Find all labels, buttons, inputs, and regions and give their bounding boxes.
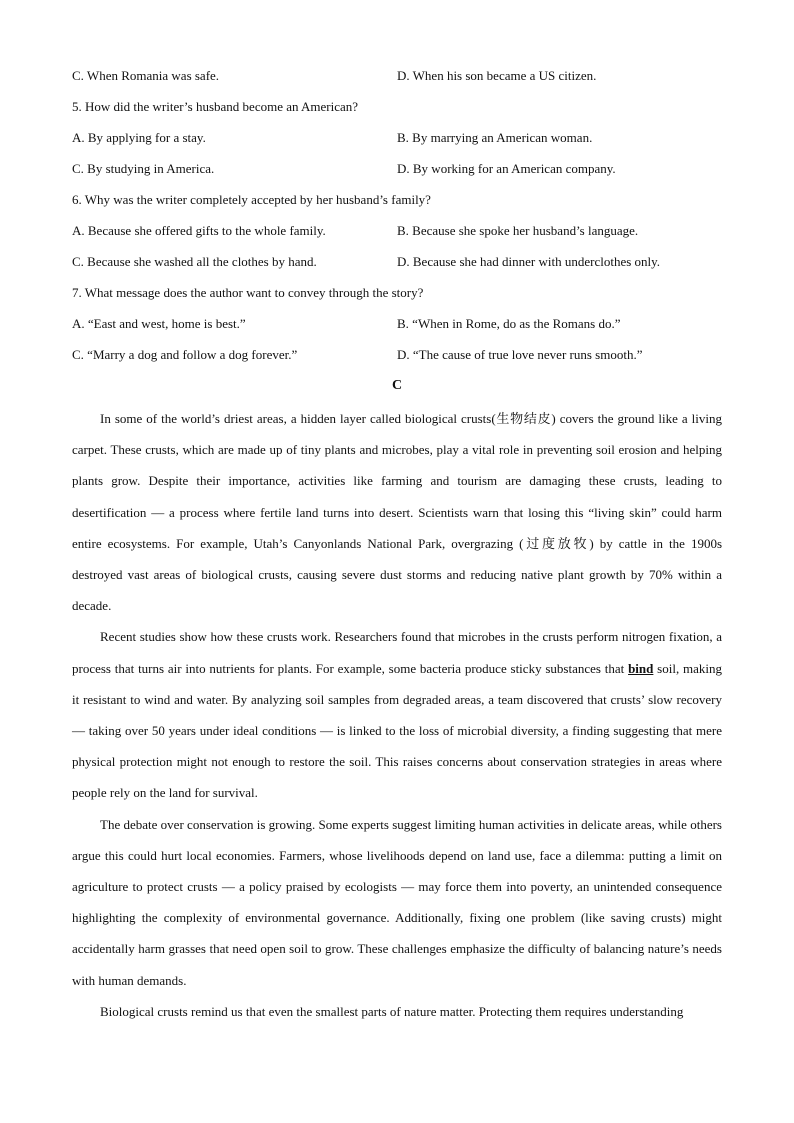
passage-paragraph-1 <box>72 403 722 621</box>
passage-paragraph-4 <box>72 996 722 1027</box>
document-page <box>72 62 722 1027</box>
option-c: C. Because she washed all the clothes by hand. <box>72 254 317 269</box>
question-7-options-cd <box>72 341 722 372</box>
passage-paragraph-2 <box>72 621 722 808</box>
question-5-stem: 5. How did the writer’s husband become an American? <box>72 99 359 114</box>
option-b: B. Because she spoke her husband’s language. <box>397 223 639 238</box>
option-a: A. “East and west, home is best.” <box>72 316 246 331</box>
option-b: B. By marrying an American woman. <box>397 130 593 145</box>
question-6-options-cd <box>72 248 722 279</box>
option-d: D. Because she had dinner with underclothes only. <box>397 254 661 269</box>
option-a: A. By applying for a stay. <box>72 130 206 145</box>
question-7-stem: 7. What message does the author want to convey through the story? <box>72 285 424 300</box>
option-d: D. By working for an American company. <box>397 161 616 176</box>
option-c: C. When Romania was safe. <box>72 68 220 83</box>
question-5-options-ab <box>72 124 722 155</box>
paragraph-2-text-before: Recent studies show how these crusts work. Researchers found that microbes in the crusts perform nitrogen fixation, a process that turns air into nutrients for plants. For example, some bacteria produce sticky substances that <box>72 629 722 676</box>
section-heading: C <box>391 378 403 393</box>
highlighted-word: bind <box>628 660 654 676</box>
question-6-options-ab <box>72 217 722 248</box>
paragraph-2-text-after: soil, making it resistant to wind and water. By analyzing soil samples from degraded areas, a team discovered that crusts’ slow recovery — taking over 50 years under ideal conditions — is linked to the loss of microbial diversity, a finding suggesting that mere physical protection might not enough to restore the soil. This raises concerns about conservation strategies in areas where people rely on the land for survival. <box>72 660 722 801</box>
paragraph-4-text: Biological crusts remind us that even the smallest parts of nature matter. Protecting them requires understanding <box>100 1003 684 1019</box>
option-c: C. By studying in America. <box>72 161 215 176</box>
paragraph-3-text: The debate over conservation is growing. Some experts suggest limiting human activities in delicate areas, while others argue this could hurt local economies. Farmers, whose livelihoods depend on land use, face a dilemma: putting a limit on agriculture to protect crusts — a policy praised by ecologists — may force them into poverty, an unintended consequence highlighting the complexity of environmental governance. Additionally, fixing one problem (like saving crusts) might accidentally harm grasses that need open soil to grow. These challenges emphasize the difficulty of balancing nature’s needs with human demands. <box>72 816 722 988</box>
paragraph-1-text: In some of the world’s driest areas, a hidden layer called biological crusts(生物结皮) covers the ground like a living carpet. These crusts, which are made up of tiny plants and microbes, play a vital role in preventing soil erosion and helping plants grow. Despite their importance, activities like farming and tourism are damaging these crusts, leading to desertification — a process where fertile land turns into desert. Scientists warn that losing this “living skin” could harm entire ecosystems. For example, Utah’s Canyonlands National Park, overgrazing (过度放牧) by cattle in the 1900s destroyed vast areas of biological crusts, causing severe dust storms and reducing native plant growth by 70% within a decade. <box>72 411 722 614</box>
option-d: D. “The cause of true love never runs smooth.” <box>397 347 643 362</box>
option-d: D. When his son became a US citizen. <box>397 68 597 83</box>
option-a: A. Because she offered gifts to the whole family. <box>72 223 326 238</box>
question-7-options-ab <box>72 310 722 341</box>
question-6-stem: 6. Why was the writer completely accepted by her husband’s family? <box>72 192 431 207</box>
question-4-options-cd <box>72 62 722 93</box>
question-5-options-cd <box>72 155 722 186</box>
option-b: B. “When in Rome, do as the Romans do.” <box>397 316 621 331</box>
passage-paragraph-3 <box>72 809 722 996</box>
option-c: C. “Marry a dog and follow a dog forever.” <box>72 347 298 362</box>
